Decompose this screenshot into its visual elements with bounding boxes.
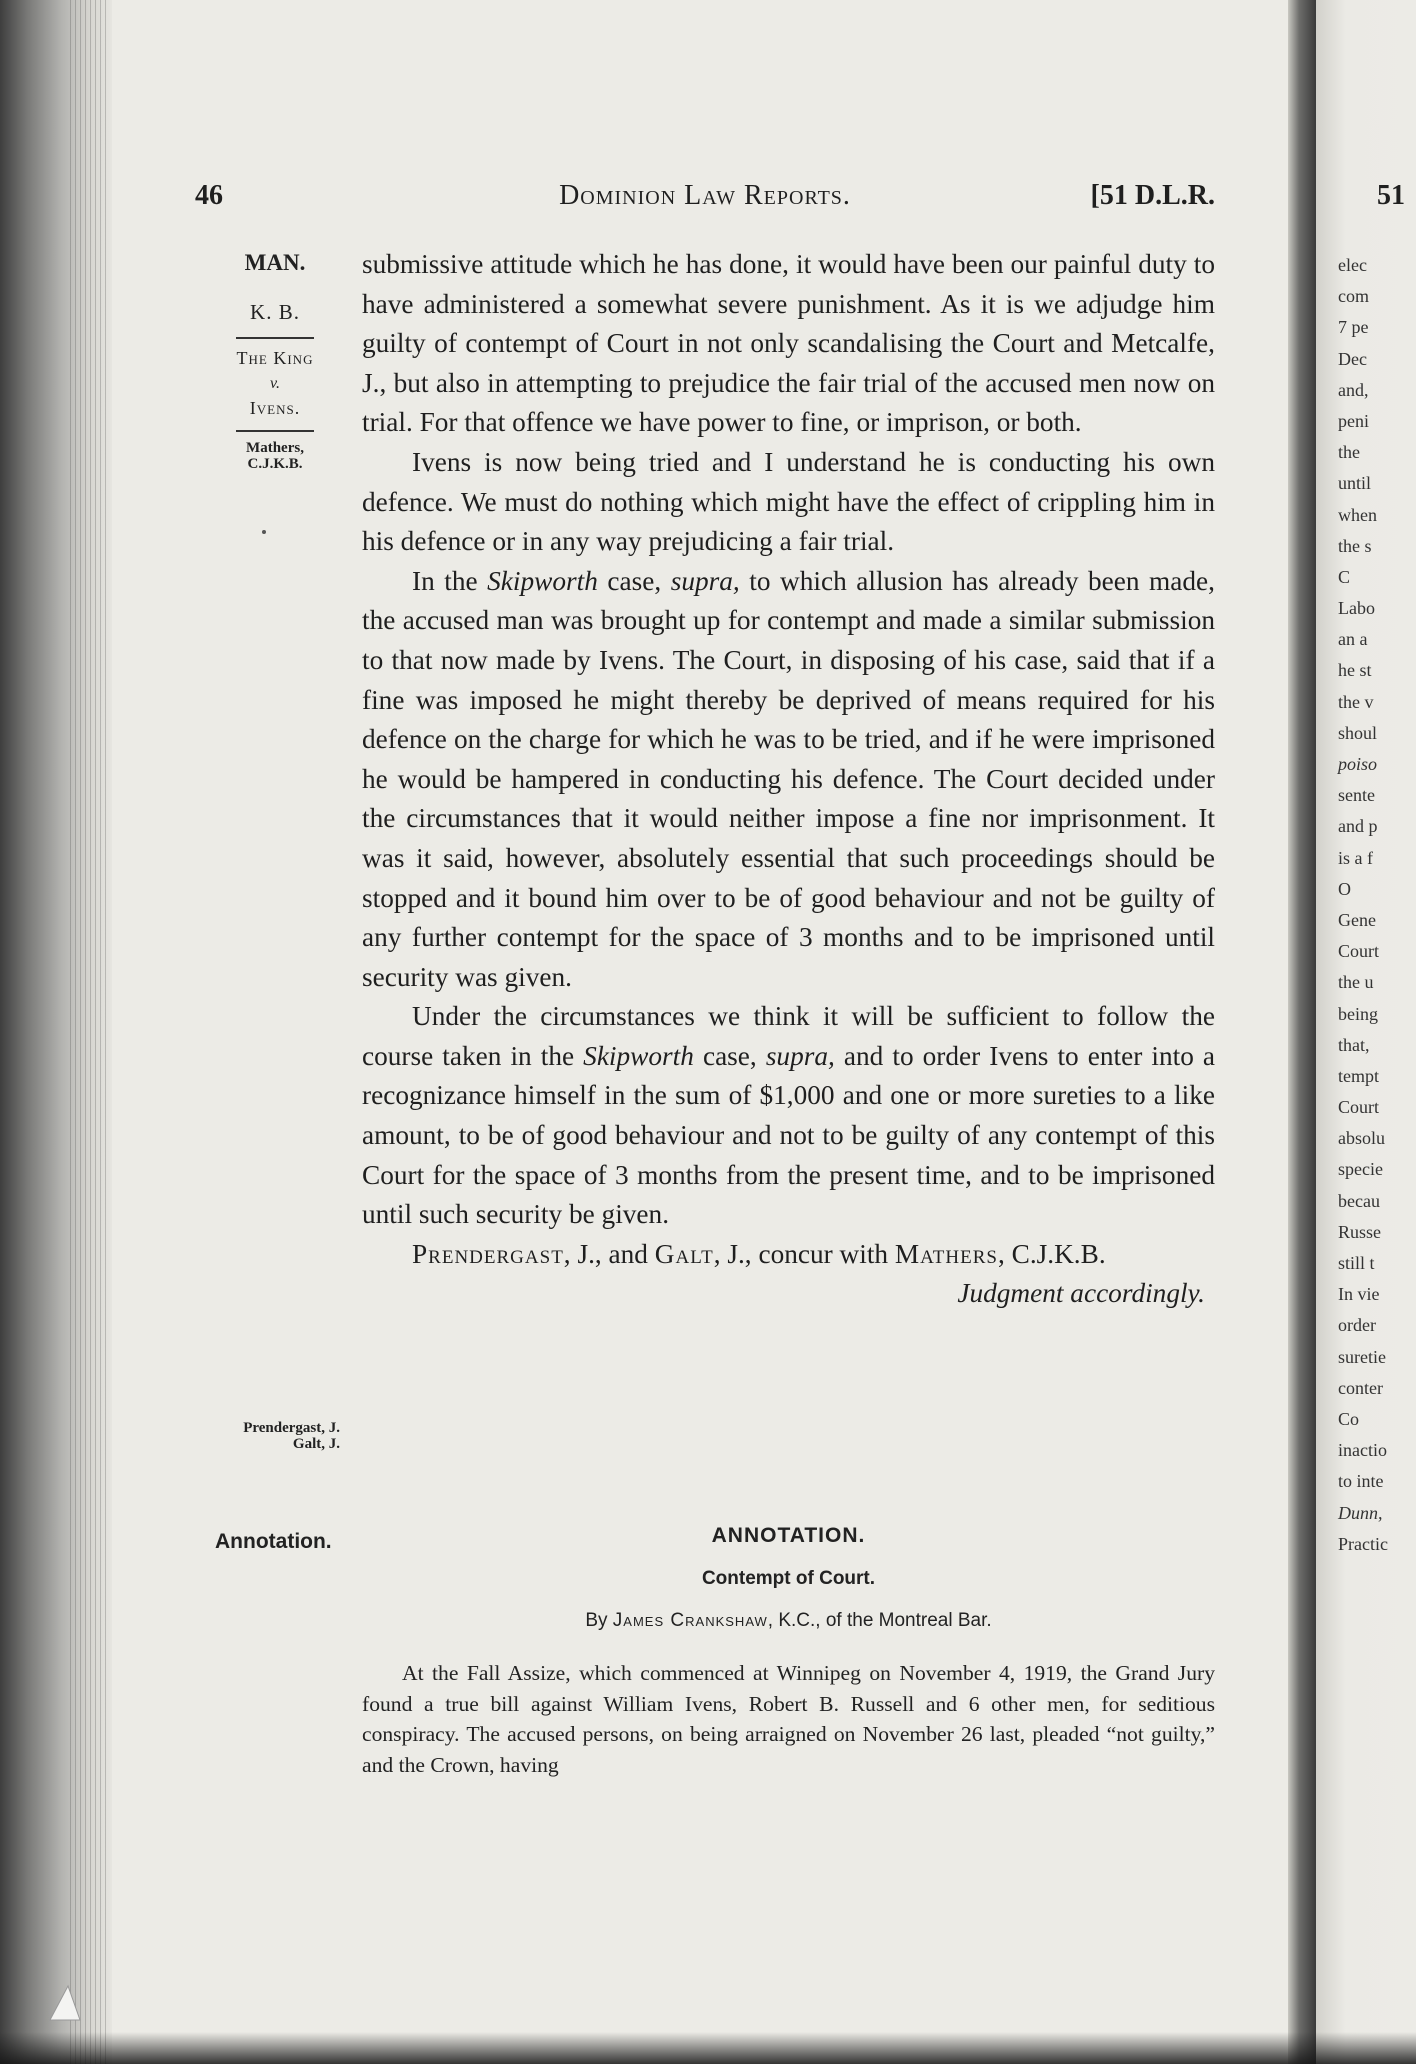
margin-divider <box>236 337 314 339</box>
scan-bottom-shadow <box>0 2032 1416 2064</box>
facing-page-line: to inte <box>1338 1471 1384 1492</box>
margin-concurring-judges <box>210 1420 340 1452</box>
margin-concur-2: Galt, J. <box>292 1436 340 1452</box>
facing-page-line: an a <box>1338 629 1368 650</box>
facing-page-number: 51 <box>1377 180 1405 211</box>
paragraph: In the Skipworth case, supra, to which allusion has already been made, the accused man was brought up for contempt and made a similar submission to that now made by Ivens. The Court, in disposing of his case, said that if a fine was imposed he might thereby be deprived of means required for his defence on the charge for which he was to be tried, and if he were imprisoned he would be hampered in conducting his defence. The Court decided under the circumstances that it would neither impose a fine nor imprisonment. It was it said, however, absolutely essential that such proceedings should be stopped and it bound him over to be of good behaviour and not be guilty of any further contempt for the space of 3 months and to be imprisoned until security was given. <box>362 565 1215 992</box>
facing-page-line: Dec <box>1338 348 1367 369</box>
paragraph: Ivens is now being tried and I understand he is conducting his own defence. We must do nothing which might have the effect of crippling him in his defence or in any way prejudicing a fair trial. <box>362 446 1215 557</box>
facing-page-text <box>1338 250 1416 1560</box>
facing-page-line: Labo <box>1338 598 1375 619</box>
facing-page-line: Practic <box>1338 1533 1388 1554</box>
margin-annotation-label: Annotation. <box>215 1530 332 1553</box>
facing-page-line: shoul <box>1338 722 1378 743</box>
volume-reference: [51 D.L.R. <box>1090 180 1215 211</box>
facing-page-line: order <box>1338 1315 1376 1336</box>
concurrence-paragraph: Prendergast, J., and Galt, J., concur with Mathers, C.J.K.B. Judgment accordingly. <box>362 1235 1215 1275</box>
facing-page-line: Court <box>1338 1097 1380 1118</box>
facing-page-line: tempt <box>1338 1065 1379 1086</box>
annotation-text: At the Fall Assize, which commenced at Winnipeg on November 4, 1919, the Grand Jury found a true bill against William Ivens, Robert B. Russell and 6 other men, for seditious conspiracy. The accused persons, on being arraigned on November 26 last, pleaded “not guilty,” and the Crown, having <box>362 1661 1215 1777</box>
paragraph: submissive attitude which he has done, it would have been our painful duty to have administered a somewhat severe punishment. As it is we adjudge him guilty of contempt of Court in not only scandalising the Court and Metcalfe, J., but also in attempting to prejudice the fair trial of the accused men now on trial. For that offence we have power to fine, or imprison, or both. <box>362 249 1215 438</box>
facing-page-line: until <box>1338 473 1372 494</box>
page-header <box>195 180 1215 220</box>
margin-dot-mark <box>262 530 266 534</box>
margin-judge-title: C.J.K.B. <box>247 456 303 472</box>
page-number: 46 <box>195 180 223 211</box>
facing-page-line: the u <box>1338 972 1374 993</box>
facing-page-line: In vie <box>1338 1284 1380 1305</box>
margin-case-versus: v. <box>270 375 280 392</box>
facing-page-line: elec <box>1338 255 1367 275</box>
facing-page-line: sente <box>1338 785 1375 806</box>
facing-page-line: conter <box>1338 1377 1383 1398</box>
facing-page-line: being <box>1338 1003 1378 1024</box>
case-name: Skipworth <box>583 1040 694 1071</box>
margin-concur-1: Prendergast, J. <box>243 1420 340 1436</box>
margin-province: MAN. <box>244 250 306 275</box>
margin-judge-name: Mathers, <box>246 440 304 456</box>
facing-page-line: and, <box>1338 379 1369 400</box>
facing-page-line: still t <box>1338 1253 1375 1273</box>
corner-shape-mark <box>48 1982 82 2022</box>
paragraph: Under the circumstances we think it will be sufficient to follow the course taken in the Skipworth case, supra, and to order Ivens to enter into a recognizance himself in the sum of $1,000 and one or more sureties to a like amount, to be of good behaviour and not to be guilty of any contempt of this Court for the space of 3 months from the present time, and to be imprisoned until such security be given. <box>362 1001 1216 1230</box>
margin-case-party-1: The King <box>236 348 314 368</box>
facing-page-line: absolu <box>1338 1128 1385 1149</box>
facing-page-line: O <box>1338 878 1351 899</box>
facing-page-line: becau <box>1338 1190 1380 1211</box>
facing-page-line: 7 pe <box>1338 317 1369 338</box>
facing-page-line: poiso <box>1338 754 1378 774</box>
facing-page-line: the <box>1338 442 1360 463</box>
facing-page-line: com <box>1338 286 1369 307</box>
annotation-section <box>362 1520 1215 1780</box>
page-stack-edges <box>70 0 110 2064</box>
facing-page-line: Russe <box>1338 1221 1382 1242</box>
judgment-disposition: Judgment accordingly. <box>957 1278 1205 1309</box>
running-title: Dominion Law Reports. <box>559 180 851 211</box>
facing-page-line: inactio <box>1338 1440 1387 1461</box>
margin-case-party-2: Ivens. <box>249 398 301 418</box>
case-name: Skipworth <box>487 565 598 596</box>
margin-judge <box>205 440 345 472</box>
facing-page-line: C <box>1338 566 1351 587</box>
facing-page-line: that, <box>1338 1034 1370 1055</box>
facing-page-line: the s <box>1338 535 1372 556</box>
facing-page-line: peni <box>1338 410 1369 431</box>
facing-page-line: is a f <box>1338 847 1373 868</box>
annotation-subheading: Contempt of Court. <box>701 1568 876 1589</box>
facing-page-line: specie <box>1338 1159 1383 1180</box>
facing-page-line: he st <box>1338 660 1372 681</box>
facing-page-line: the v <box>1338 691 1374 712</box>
facing-page-line: suretie <box>1338 1346 1386 1367</box>
judgment-text <box>362 245 1215 1314</box>
facing-page-line: and p <box>1338 816 1378 837</box>
facing-page-line: Co <box>1338 1408 1360 1429</box>
book-gutter <box>1288 0 1316 2064</box>
margin-court: K. B. <box>250 300 300 324</box>
facing-page-line: Gene <box>1338 909 1376 930</box>
annotation-heading: ANNOTATION. <box>711 1524 866 1547</box>
margin-divider <box>236 430 314 432</box>
facing-page-line: Court <box>1338 941 1380 962</box>
annotation-author: By James Crankshaw, K.C., of the Montreal Bar. <box>585 1610 992 1631</box>
facing-page-line: Dunn, <box>1338 1502 1383 1523</box>
facing-page-line: when <box>1338 504 1377 525</box>
